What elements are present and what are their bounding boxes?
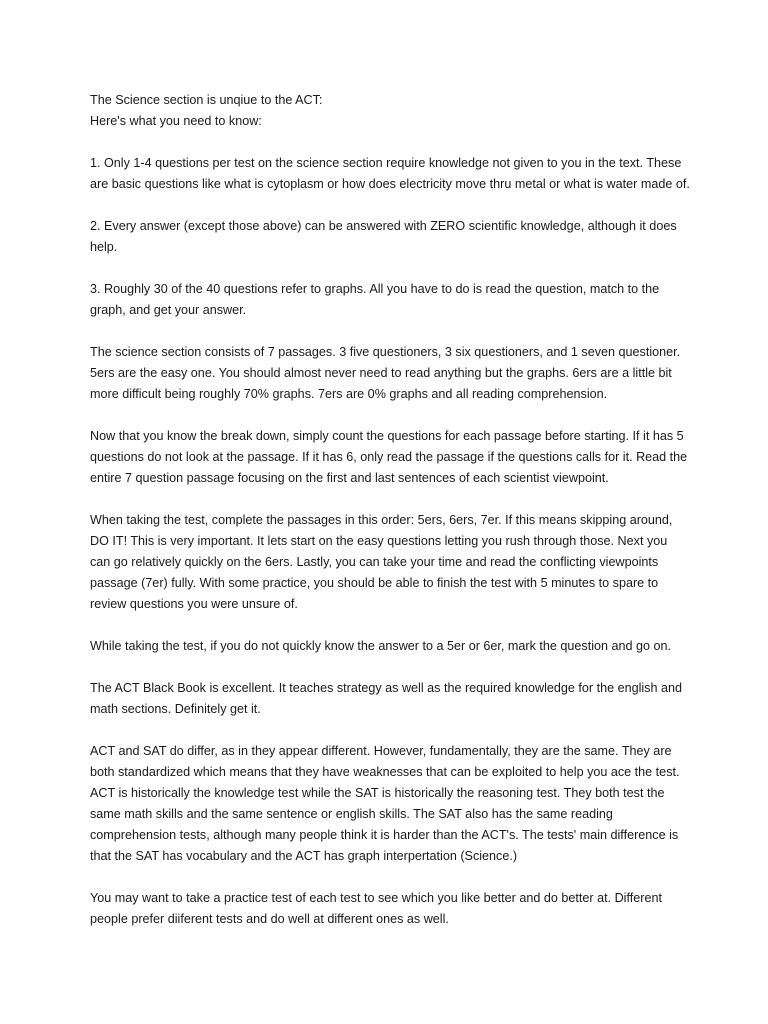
intro-heading — [90, 90, 690, 132]
heading-line-1: The Science section is unqiue to the ACT: — [90, 93, 323, 107]
paragraph-order: When taking the test, complete the passages in this order: 5ers, 6ers, 7er. If this means skipping around, DO IT! This is very important. It lets start on the easy questions letting you rush through those. Next you can go relatively quickly on the 6ers. Lastly, you can take your time and read the conflicting viewpoints passage (7er) fully. With some practice, you should be able to finish the test with 5 minutes to spare to review questions you were unsure of. — [90, 513, 673, 611]
paragraph-passages: The science section consists of 7 passages. 3 five questioners, 3 six questioners, and 1 seven questioner. 5ers are the easy one. You should almost never need to read anything but the graphs. 6ers are a little bit more difficult being roughly 70% graphs. 7ers are 0% graphs and all reading comprehension. — [90, 345, 681, 401]
paragraph-tip-1: 1. Only 1-4 questions per test on the science section require knowledge not given to you in the text. These are basic questions like what is cytoplasm or how does electricity move thru metal or what is water made of. — [90, 156, 690, 191]
document-body — [90, 90, 690, 930]
paragraph-tip-2: 2. Every answer (except those above) can be answered with ZERO scientific knowledge, although it does help. — [90, 219, 677, 254]
paragraph-breakdown: Now that you know the break down, simply count the questions for each passage before starting. If it has 5 questions do not look at the passage. If it has 6, only read the passage if the questions calls for it. Read the entire 7 question passage focusing on the first and last sentences of each scientist viewpoint. — [90, 429, 688, 485]
paragraph-black-book: The ACT Black Book is excellent. It teaches strategy as well as the required knowledge for the english and math sections. Definitely get it. — [90, 681, 682, 716]
paragraph-practice-test: You may want to take a practice test of each test to see which you like better and do better at. Different people prefer diiferent tests and do well at different ones as well. — [90, 891, 662, 926]
paragraph-tip-3: 3. Roughly 30 of the 40 questions refer to graphs. All you have to do is read the question, match to the graph, and get your answer. — [90, 282, 660, 317]
heading-line-2: Here's what you need to know: — [90, 114, 262, 128]
paragraph-mark-question: While taking the test, if you do not quickly know the answer to a 5er or 6er, mark the question and go on. — [90, 639, 672, 653]
paragraph-act-vs-sat: ACT and SAT do differ, as in they appear different. However, fundamentally, they are the same. They are both standardized which means that they have weaknesses that can be exploited to help you ace the test. ACT is historically the knowledge test while the SAT is historically the reasoning test. They both test the same math skills and the same sentence or english skills. The SAT also has the same reading comprehension tests, although many people think it is harder than the ACT's. The tests' main difference is that the SAT has vocabulary and the ACT has graph interpertation (Science.) — [90, 744, 680, 863]
